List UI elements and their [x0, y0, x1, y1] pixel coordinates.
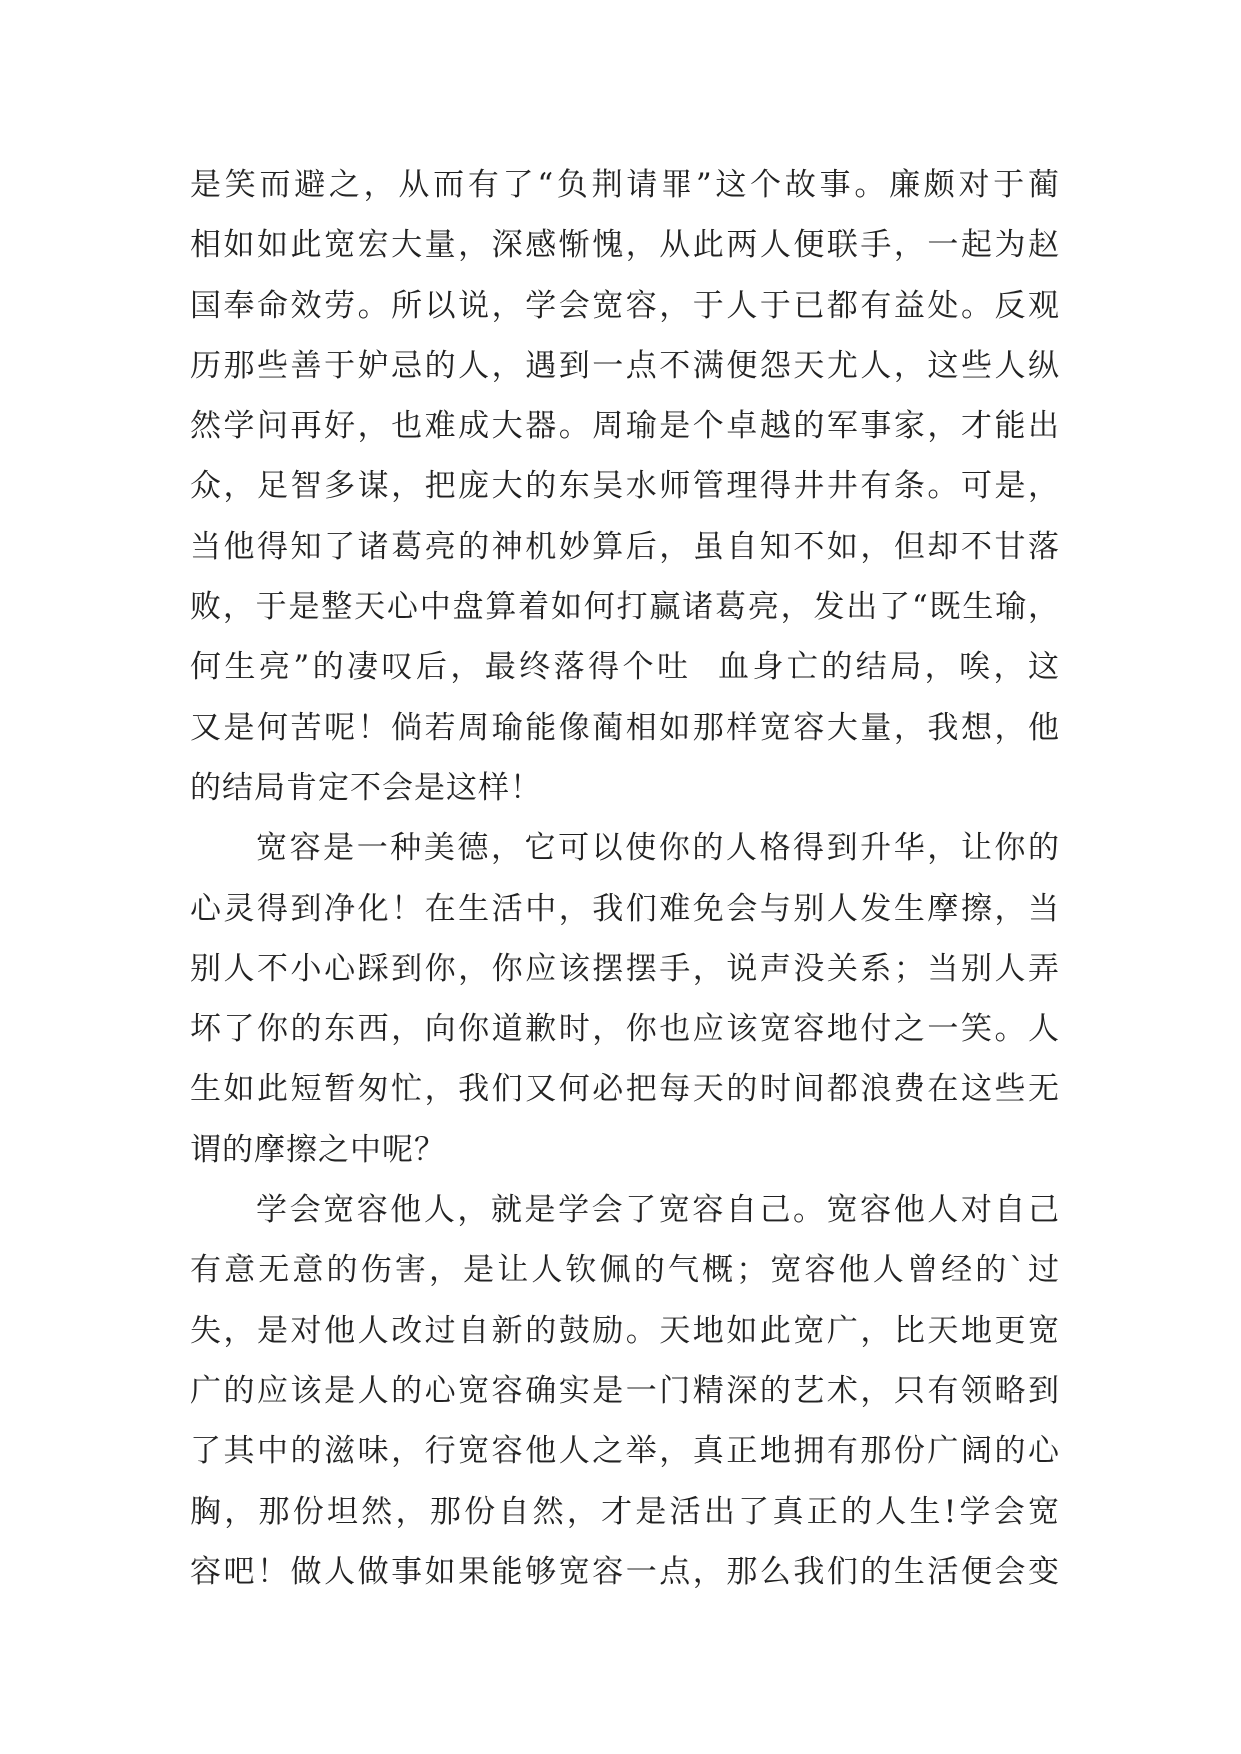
paragraph-1-line-2: 相如如此宽宏大量，深感惭愧，从此两人便联手，一起为赵: [190, 227, 1060, 264]
paragraph-3-line-2: 有意无意的伤害，是让人钦佩的气概；宽容他人曾经的`过: [190, 1252, 1060, 1289]
paragraph-2-line-1: 宽容是一种美德，它可以使你的人格得到升华，让你的: [256, 830, 1060, 867]
paragraph-1-line-7: 当他得知了诸葛亮的神机妙算后，虽自知不如，但却不甘落: [190, 528, 1060, 565]
paragraph-3-line-1: 学会宽容他人，就是学会了宽容自己。宽容他人对自己: [256, 1192, 1060, 1229]
paragraph-2-line-6: 谓的摩擦之中呢？: [190, 1131, 446, 1168]
paragraph-2-line-4: 坏了你的东西，向你道歉时，你也应该宽容地付之一笑。人: [190, 1011, 1060, 1048]
paragraph-1-line-3: 国奉命效劳。所以说，学会宽容，于人于已都有益处。反观: [190, 287, 1060, 324]
paragraph-1-line-1: 是笑而避之，从而有了“负荆请罪”这个故事。廉颇对于蔺: [190, 167, 1060, 203]
paragraph-1-line-4: 历那些善于妒忌的人，遇到一点不满便怨天尤人，这些人纵: [190, 347, 1060, 384]
paragraph-1-line-6: 众，足智多谋，把庞大的东吴水师管理得井井有条。可是，: [190, 468, 1060, 505]
paragraph-1-line-8: 败，于是整天心中盘算着如何打赢诸葛亮，发出了“既生瑜，: [190, 589, 1060, 626]
paragraph-3-line-7: 容吧！做人做事如果能够宽容一点，那么我们的生活便会变: [190, 1553, 1060, 1590]
paragraph-1-line-5: 然学问再好，也难成大器。周瑜是个卓越的军事家，才能出: [190, 408, 1060, 445]
paragraph-1-line-11: 的结局肯定不会是这样！: [190, 769, 542, 806]
paragraph-2-line-2: 心灵得到净化！在生活中，我们难免会与别人发生摩擦，当: [190, 890, 1060, 927]
paragraph-3-line-3: 失，是对他人改过自新的鼓励。天地如此宽广，比天地更宽: [190, 1312, 1060, 1349]
paragraph-1-line-10: 又是何苦呢！倘若周瑜能像蔺相如那样宽容大量，我想，他: [190, 709, 1060, 746]
body-text: [190, 155, 1060, 1602]
paragraph-2-line-3: 别人不小心踩到你，你应该摆摆手，说声没关系；当别人弄: [190, 950, 1060, 987]
paragraph-3-line-6: 胸，那份坦然，那份自然，才是活出了真正的人生!学会宽: [190, 1493, 1060, 1530]
paragraph-3-line-4: 广的应该是人的心宽容确实是一门精深的艺术，只有领略到: [190, 1372, 1060, 1409]
paragraph-3-line-5: 了其中的滋味，行宽容他人之举，真正地拥有那份广阔的心: [190, 1433, 1060, 1470]
paragraph-2-line-5: 生如此短暂匆忙，我们又何必把每天的时间都浪费在这些无: [190, 1071, 1060, 1108]
paragraph-1-line-9: 何生亮”的凄叹后，最终落得个吐 血身亡的结局，唉，这: [190, 649, 1060, 686]
